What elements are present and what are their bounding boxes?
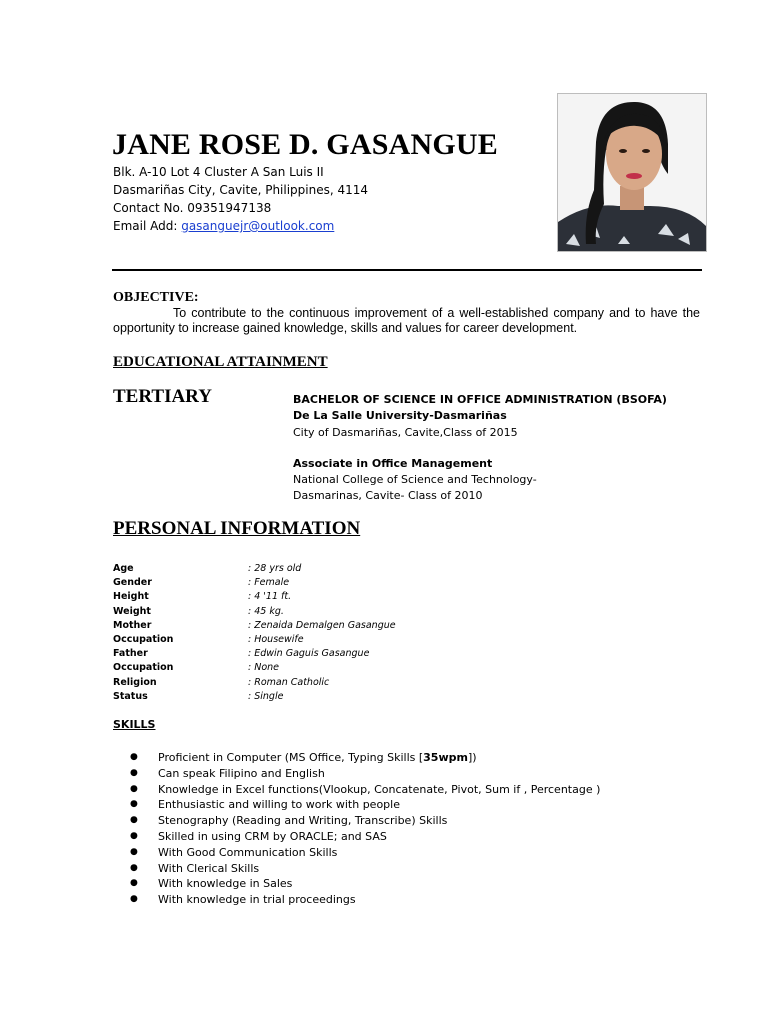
- info-label: Religion: [113, 676, 157, 688]
- info-label: Status: [113, 690, 148, 702]
- info-row-religion: [113, 676, 533, 690]
- skill-text: With knowledge in trial proceedings: [158, 893, 356, 907]
- bullet-icon: ●: [130, 799, 138, 810]
- applicant-name: JANE ROSE D. GASANGUE: [112, 128, 498, 161]
- skill-emphasis: 35wpm: [423, 751, 468, 764]
- skills-list: [130, 750, 690, 908]
- email-link[interactable]: gasanguejr@outlook.com: [181, 219, 335, 233]
- header-divider: [112, 269, 702, 271]
- education-heading: EDUCATIONAL ATTAINMENT: [113, 354, 328, 370]
- personal-info-list: [113, 562, 533, 704]
- info-label: Mother: [113, 619, 152, 631]
- info-label: Occupation: [113, 662, 174, 674]
- info-label: Occupation: [113, 633, 174, 645]
- objective-text: To contribute to the continuous improvement of a well-established company and to have the opportunity to increase gained knowledge, skills and values for career development.: [113, 306, 700, 335]
- skill-text: Stenography (Reading and Writing, Transcribe) Skills: [158, 814, 448, 828]
- personal-info-heading: PERSONAL INFORMATION: [113, 518, 361, 539]
- info-label: Father: [113, 648, 148, 660]
- info-row-gender: [113, 576, 533, 590]
- info-row-age: [113, 562, 533, 576]
- skill-item: [130, 782, 690, 798]
- skill-item: [130, 813, 690, 829]
- school-1-detail: City of Dasmariñas, Cavite,Class of 2015: [293, 426, 518, 439]
- info-row-height: [113, 590, 533, 604]
- info-row-weight: [113, 605, 533, 619]
- bullet-icon: ●: [130, 752, 138, 762]
- info-row-mother: [113, 619, 533, 633]
- email-label: Email Add:: [113, 219, 182, 233]
- skill-text: Proficient in Computer (MS Office, Typing Skills [: [158, 751, 424, 764]
- email-line: [113, 219, 334, 233]
- profile-photo: [557, 93, 707, 252]
- info-value: : 4 '11 ft.: [248, 591, 292, 603]
- info-label: Height: [113, 591, 149, 603]
- skill-item: [130, 876, 690, 892]
- info-value: : Female: [248, 577, 290, 589]
- skill-text: With Clerical Skills: [158, 861, 260, 875]
- skill-item: [130, 845, 690, 861]
- skill-item: [130, 829, 690, 845]
- address-line-1: Blk. A-10 Lot 4 Cluster A San Luis II: [113, 165, 324, 179]
- info-value: : Edwin Gaguis Gasangue: [248, 648, 370, 660]
- info-value: : Single: [248, 690, 284, 702]
- info-value: : 28 yrs old: [248, 563, 302, 574]
- bullet-icon: ●: [130, 815, 138, 826]
- bullet-icon: ●: [130, 846, 138, 857]
- school-2-detail: Dasmarinas, Cavite- Class of 2010: [293, 489, 483, 502]
- info-value: : Zenaida Demalgen Gasangue: [248, 619, 396, 631]
- school-1: De La Salle University-Dasmariñas: [293, 409, 507, 422]
- profile-photo-illustration: [558, 94, 706, 251]
- objective-heading: OBJECTIVE:: [113, 290, 199, 305]
- info-row-father-occupation: [113, 661, 533, 675]
- tertiary-label: TERTIARY: [113, 386, 212, 407]
- skill-text: With knowledge in Sales: [158, 877, 293, 891]
- skills-heading: SKILLS: [113, 718, 156, 731]
- info-row-father: [113, 647, 533, 661]
- bullet-icon: ●: [130, 894, 138, 905]
- bullet-icon: ●: [130, 767, 138, 778]
- contact-number: Contact No. 09351947138: [113, 201, 272, 215]
- skill-item: [130, 750, 690, 766]
- bullet-icon: ●: [130, 878, 138, 889]
- skill-text: Can speak Filipino and English: [158, 766, 325, 780]
- skill-text: Enthusiastic and willing to work with people: [158, 798, 400, 812]
- info-value: : Housewife: [248, 633, 304, 645]
- info-row-status: [113, 690, 533, 704]
- skill-item: [130, 766, 690, 782]
- info-label: Gender: [113, 577, 152, 589]
- info-label: Weight: [113, 605, 151, 617]
- skill-item: [130, 797, 690, 813]
- school-2: National College of Science and Technology-: [293, 473, 537, 486]
- bullet-icon: ●: [130, 862, 138, 873]
- skill-item: [130, 892, 690, 908]
- info-value: : Roman Catholic: [248, 676, 330, 688]
- skill-text: With Good Communication Skills: [158, 845, 338, 859]
- bullet-icon: ●: [130, 783, 138, 794]
- info-row-mother-occupation: [113, 633, 533, 647]
- skill-text: Knowledge in Excel functions(Vlookup, Concatenate, Pivot, Sum if , Percentage ): [158, 782, 601, 796]
- info-label: Age: [113, 563, 134, 574]
- bullet-icon: ●: [130, 830, 138, 841]
- skill-text: Skilled in using CRM by ORACLE; and SAS: [158, 829, 387, 843]
- info-value: : 45 kg.: [248, 605, 284, 617]
- skill-item: [130, 861, 690, 877]
- info-value: : None: [248, 662, 280, 674]
- degree-1: BACHELOR OF SCIENCE IN OFFICE ADMINISTRATION (BSOFA): [293, 393, 667, 406]
- skill-text-tail: ]): [467, 751, 477, 764]
- address-line-2: Dasmariñas City, Cavite, Philippines, 4114: [113, 183, 369, 197]
- degree-2: Associate in Office Management: [293, 457, 493, 470]
